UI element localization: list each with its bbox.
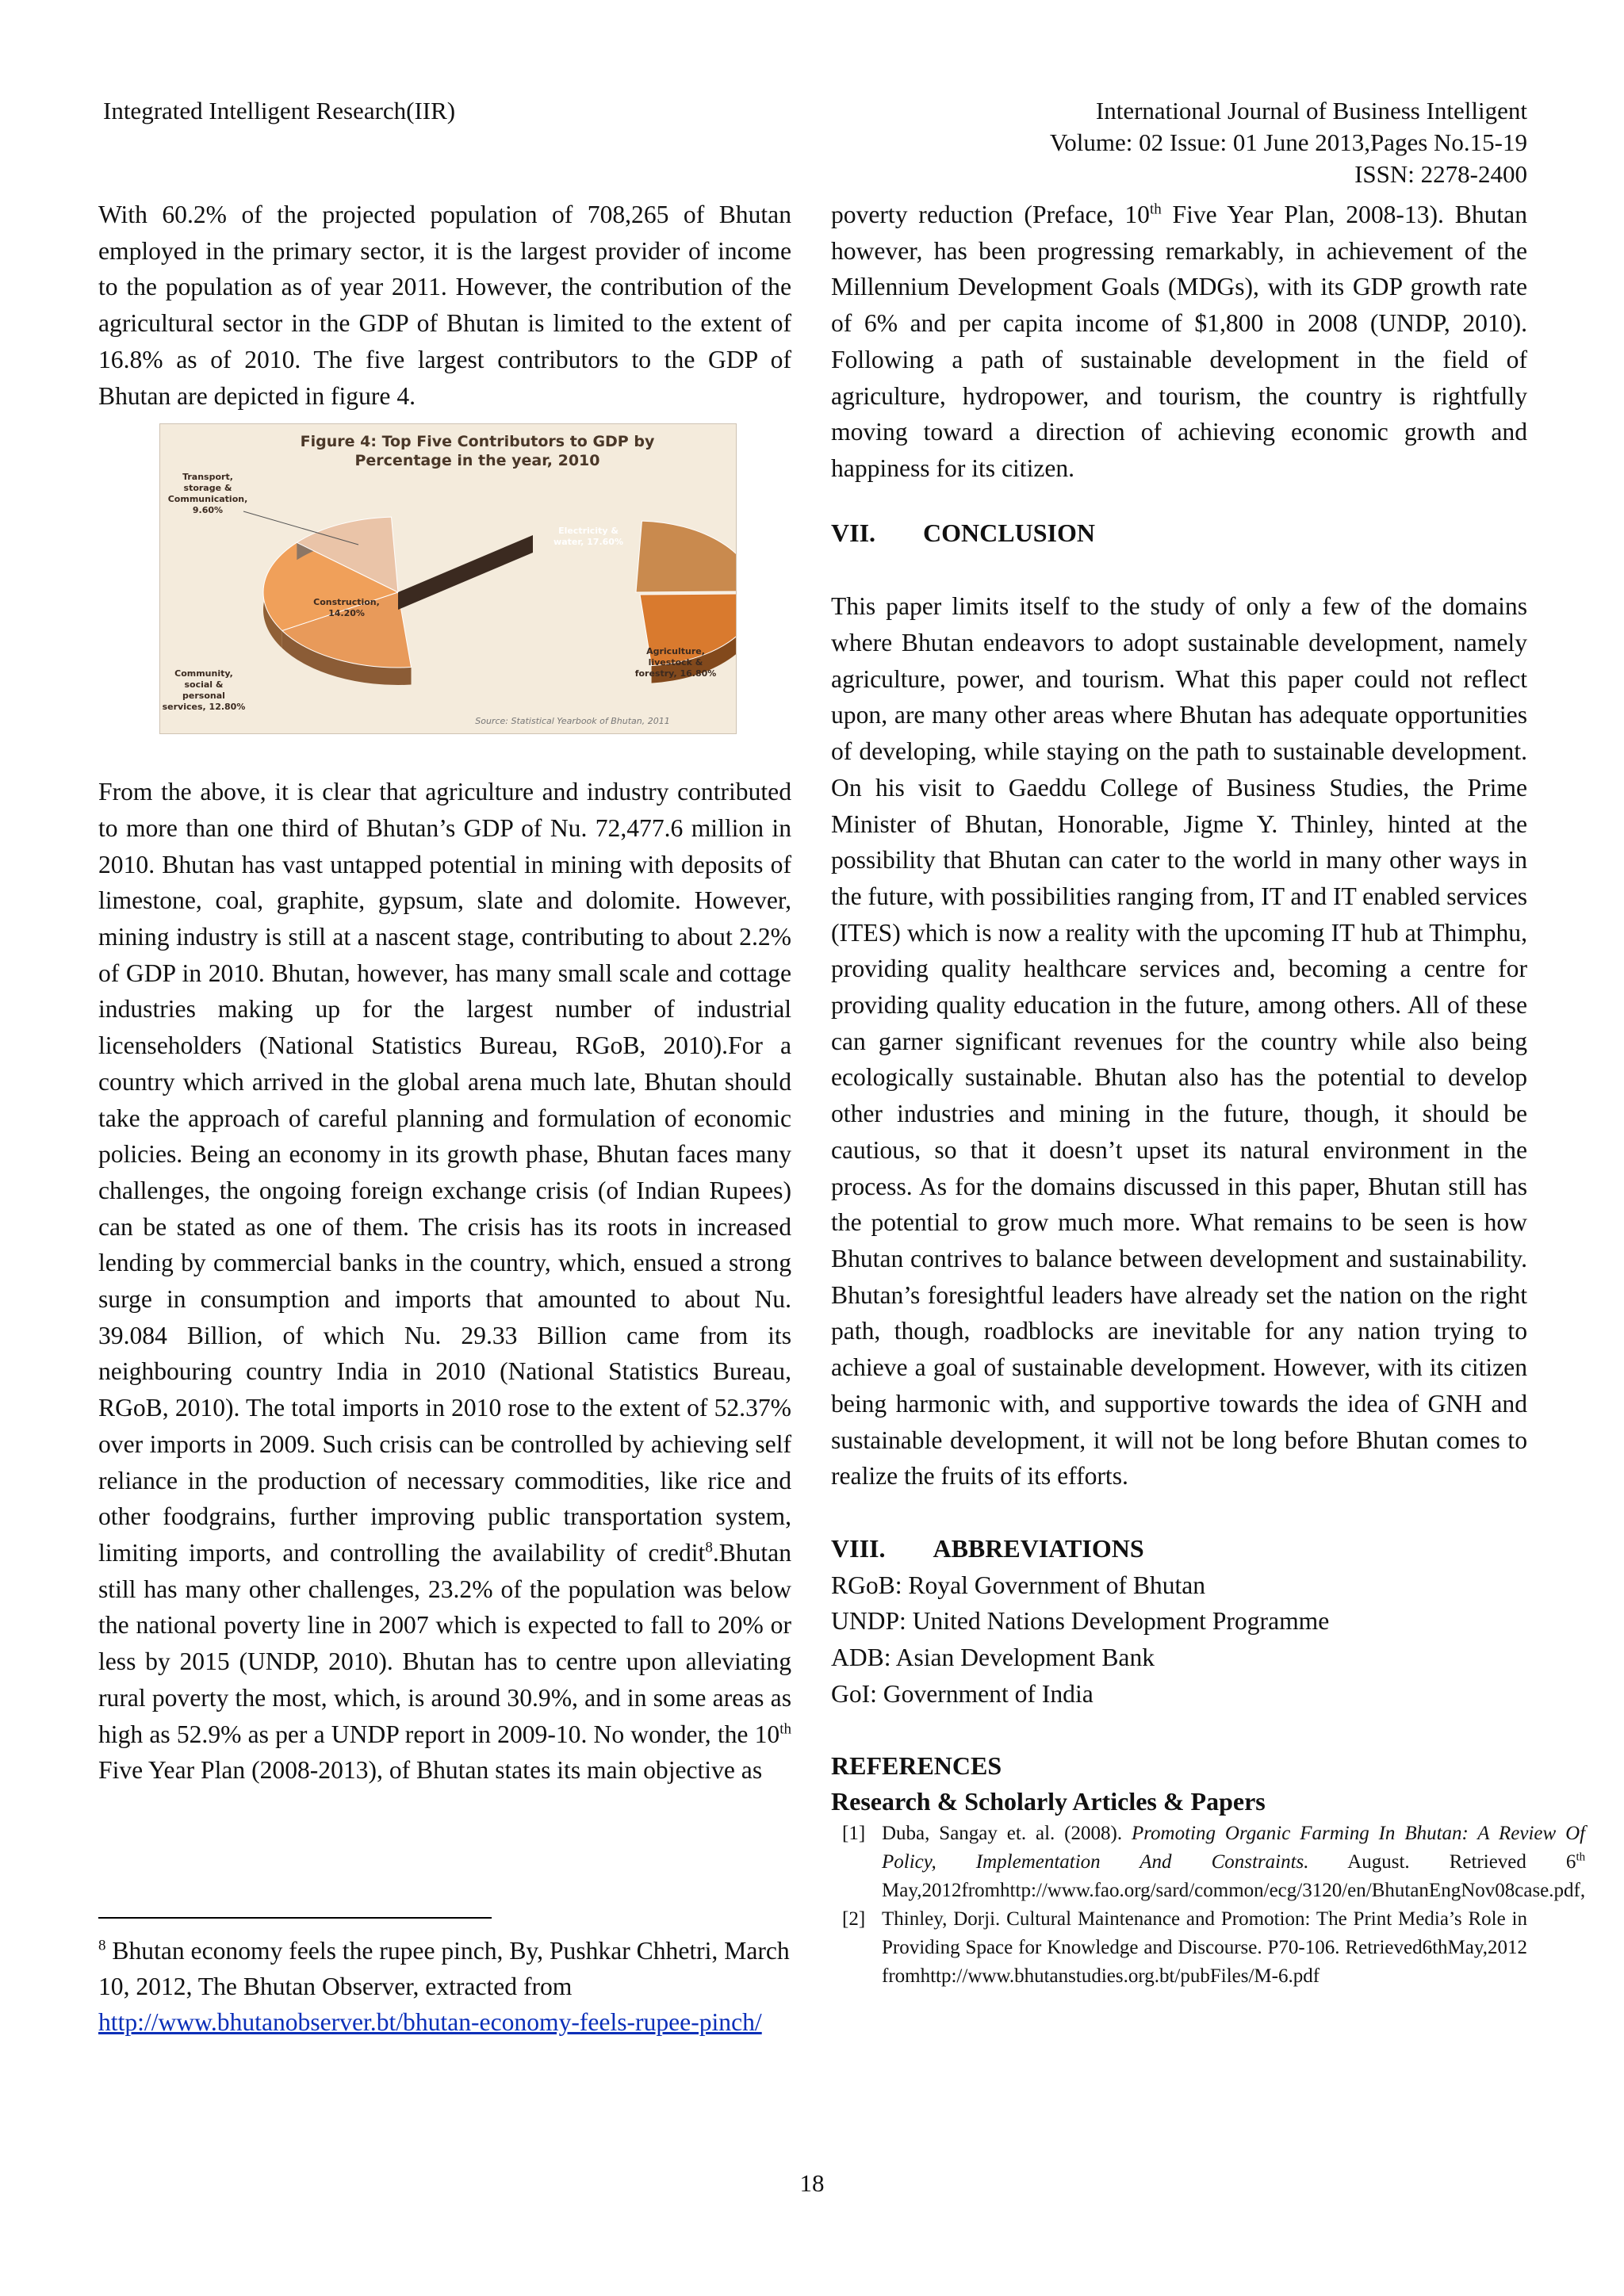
journal-volume: Volume: 02 Issue: 01 June 2013,Pages No.15-19 <box>1049 128 1527 156</box>
chart-source: Source: Statistical Yearbook of Bhutan, 2011 <box>475 716 670 727</box>
pie-label-agriculture: Agriculture, <box>646 646 705 657</box>
pie-left-group <box>263 517 533 685</box>
footnote-8 <box>98 1933 796 2040</box>
pie-label-electricity: water, 17.60% <box>553 537 623 548</box>
pie-label-electricity: Electricity & <box>558 526 619 537</box>
paragraph-population: With 60.2% of the projected population of 708,265 of Bhutan employed in the primary sector, it is the largest provider of income to the population as of year 2011. However, the contribution of the agricultural sector in the GDP of Bhutan is limited to the extent of 16.8% as of 2010. The five largest contributors to the GDP of Bhutan are depicted in figure 4. <box>98 201 791 410</box>
running-header-right <box>814 95 1527 190</box>
pie-label-community: Community, <box>174 668 233 679</box>
text-segment: Five Year Plan, 2008-13). Bhutan however, has been progressing remarkably, in achievement of the Millennium Development Goals (MDGs), with its GDP growth rate of 6% and per capita income of $1,800 in 2008 (UNDP, 2010). Following a path of sustainable development in the field of agriculture, hydropower, and tourism, the country is rightfully moving toward a direction of achieving economic growth and happiness for its citizen. <box>831 201 1528 482</box>
chart-title-line2: Percentage in the year, 2010 <box>354 452 600 470</box>
abbr-item: RGoB: Royal Government of Bhutan <box>831 1571 1206 1599</box>
ref-authors: Duba, Sangay et. al. (2008). <box>882 1823 1132 1845</box>
abbr-item: GoI: Government of India <box>831 1679 1094 1708</box>
section-title: ABBREVIATIONS <box>933 1533 1144 1563</box>
reference-number: [1] <box>842 1823 866 1845</box>
left-column <box>98 197 791 1789</box>
paragraph-conclusion: This paper limits itself to the study of only a few of the domains where Bhutan endeavors to adopt sustainable development, namely agriculture, power, and tourism. What this paper could not reflect upon, are many other areas where Bhutan has adequate opportunities of developing, while staying on the path to sustainable development. On his visit to Gaeddu College of Business Studies, the Prime Minister of Bhutan, Honorable, Jigme Y. Thinley, hinted at the possibility that Bhutan can cater to the world in many other ways in the future, with possibilities ranging from, IT and IT enabled services (ITES) which is now a reality with the upcoming IT hub at Thimphu, providing quality healthcare services and, becoming a centre for providing quality education in the future, among others. All of these can garner significant revenues for the country while also being ecologically sustainable. Bhutan also has the potential to develop other industries and mining in the future, though, it should be cautious, so that it doesn’t upset its natural environment in the process. As for the domains discussed in this paper, Bhutan still has the potential to grow much more. What remains to be seen is how Bhutan contrives to balance between development and sustainability. Bhutan’s foresightful leaders have already set the nation on the right path, though, roadblocks are inevitable for any nation trying to achieve a goal of sustainable development. However, with its citizen being harmonic with, and supportive towards the idea of GNH and sustainable development, it will not be long before Bhutan comes to realize the fruits of its efforts. <box>831 592 1527 1490</box>
section-heading-conclusion <box>831 515 1527 552</box>
section-number: VII. <box>831 518 876 547</box>
pie-label-community: personal <box>182 691 225 702</box>
abbr-item: ADB: Asian Development Bank <box>831 1644 1155 1672</box>
superscript: th <box>1149 201 1162 218</box>
slice-edge-shadow <box>398 535 533 610</box>
section-number: VIII. <box>831 1533 886 1563</box>
text-segment: poverty reduction (Preface, 10 <box>831 201 1150 228</box>
reference-number: [2] <box>842 1908 866 1931</box>
references-subheading: Research & Scholarly Articles & Papers <box>831 1787 1266 1816</box>
pie-label-transport: Transport, <box>182 472 233 483</box>
text-segment: From the above, it is clear that agriculture and industry contributed to more than one third of Bhutan’s GDP of Nu. 72,477.6 million in 2010. Bhutan has vast untapped potential in mining with deposits of limestone, coal, graphite, gypsum, slate and dolomite. However, mining industry is still at a nascent stage, contributing to about 2.2% of GDP in 2010. Bhutan, however, has many small scale and cottage industries making up for the largest number of industrial licenseholders (National Statistics Bureau, RGoB, 2010).For a country which arrived in the global arena much late, Bhutan should take the approach of careful planning and formulation of economic policies. Being an economy in its growth phase, Bhutan faces many challenges, the ongoing foreign exchange crisis (of Indian Rupees) can be stated as one of them. The crisis has its roots in increased lending by commercial banks in the country, which, ensued a strong surge in consumption and imports that amounted to about Nu. 39.084 Billion, of which Nu. 29.33 Billion came from its neighbouring country India in 2010 (National Statistics Bureau, RGoB, 2010). The total imports in 2010 rose to the extent of 52.37% over imports in 2009. Such crisis can be controlled by achieving self reliance in the production of necessary commodities, like rice and other foodgrains, further improving public transportation system, limiting imports, and controlling the availability of credit <box>98 778 791 1567</box>
footnote-text: Bhutan economy feels the rupee pinch, By, Pushkar Chhetri, March 10, 2012, The Bhutan Observer, extracted from <box>98 1937 790 2000</box>
pie-label-transport: Communication, <box>167 494 248 505</box>
pie-label-transport: storage & <box>183 483 232 494</box>
right-column <box>831 197 1586 1991</box>
footnote-rule <box>98 1917 492 1919</box>
footnote-ref: 8 <box>705 1539 713 1556</box>
pie-label-community: services, 12.80% <box>162 702 246 713</box>
footnote-number: 8 <box>98 1937 106 1954</box>
paragraph-poverty-reduction <box>831 197 1527 487</box>
journal-name: International Journal of Business Intelligent <box>1095 97 1527 124</box>
reference-text <box>882 1820 1585 1905</box>
superscript: th <box>779 1720 791 1737</box>
superscript: th <box>1576 1851 1586 1865</box>
pie-label-agriculture: livestock & <box>648 657 703 668</box>
ref-title: Promoting Organic Farming In Bhutan: A Review Of Policy, Implementation And Constraints. <box>882 1823 1586 1873</box>
running-header-left: Integrated Intelligent Research(IIR) <box>103 97 456 124</box>
figure-4 <box>159 423 737 734</box>
abbreviations-list <box>831 1567 1527 1712</box>
gdp-pie-chart <box>160 424 736 733</box>
section-heading-abbreviations <box>831 1531 1527 1567</box>
reference-text: Thinley, Dorji. Cultural Maintenance and Promotion: The Print Media’s Role in Providing Space for Knowledge and Discourse. P70-106. Retrieved6thMay,2012 fromhttp://www.bhutanstudies.org.bt/pubFiles/M-6.pdf <box>882 1908 1527 1988</box>
paragraph-agriculture-industry <box>98 774 791 1789</box>
pie-label-transport: 9.60% <box>192 505 224 516</box>
pie-label-construction: Construction, <box>313 597 380 608</box>
ref-url: May,2012fromhttp://www.fao.org/sard/common/ecg/3120/en/BhutanEngNov08case.pdf, <box>882 1880 1586 1902</box>
references-heading: REFERENCES <box>831 1751 1002 1781</box>
text-segment: Five Year Plan (2008-2013), of Bhutan states its main objective as <box>98 1756 763 1785</box>
pie-label-community: social & <box>184 679 224 691</box>
pie-label-construction: 14.20% <box>328 608 365 619</box>
page-number: 18 <box>799 2169 825 2197</box>
ref-details: August. Retrieved 6 <box>1308 1851 1576 1873</box>
section-title: CONCLUSION <box>923 518 1095 547</box>
reference-item <box>842 1905 1527 1991</box>
slice-electricity <box>636 521 736 592</box>
abbr-item: UNDP: United Nations Development Programme <box>831 1607 1330 1636</box>
journal-issn: ISSN: 2278-2400 <box>1354 160 1527 188</box>
pie-label-agriculture: forestry, 16.80% <box>634 668 717 679</box>
footnote-link[interactable]: http://www.bhutanobserver.bt/bhutan-economy-feels-rupee-pinch/ <box>98 2008 762 2036</box>
chart-title-line1: Figure 4: Top Five Contributors to GDP by <box>300 433 655 451</box>
text-segment: .Bhutan still has many other challenges, 23.2% of the population was below the national poverty line in 2007 which is expected to fall to 20% or less by 2015 (UNDP, 2010). Bhutan has to centre upon alleviating rural poverty the most, which, is around 30.9%, and in some areas as high as 52.9% as per a UNDP report in 2009-10. No wonder, the 10 <box>98 1538 791 1748</box>
reference-item <box>842 1820 1586 1905</box>
